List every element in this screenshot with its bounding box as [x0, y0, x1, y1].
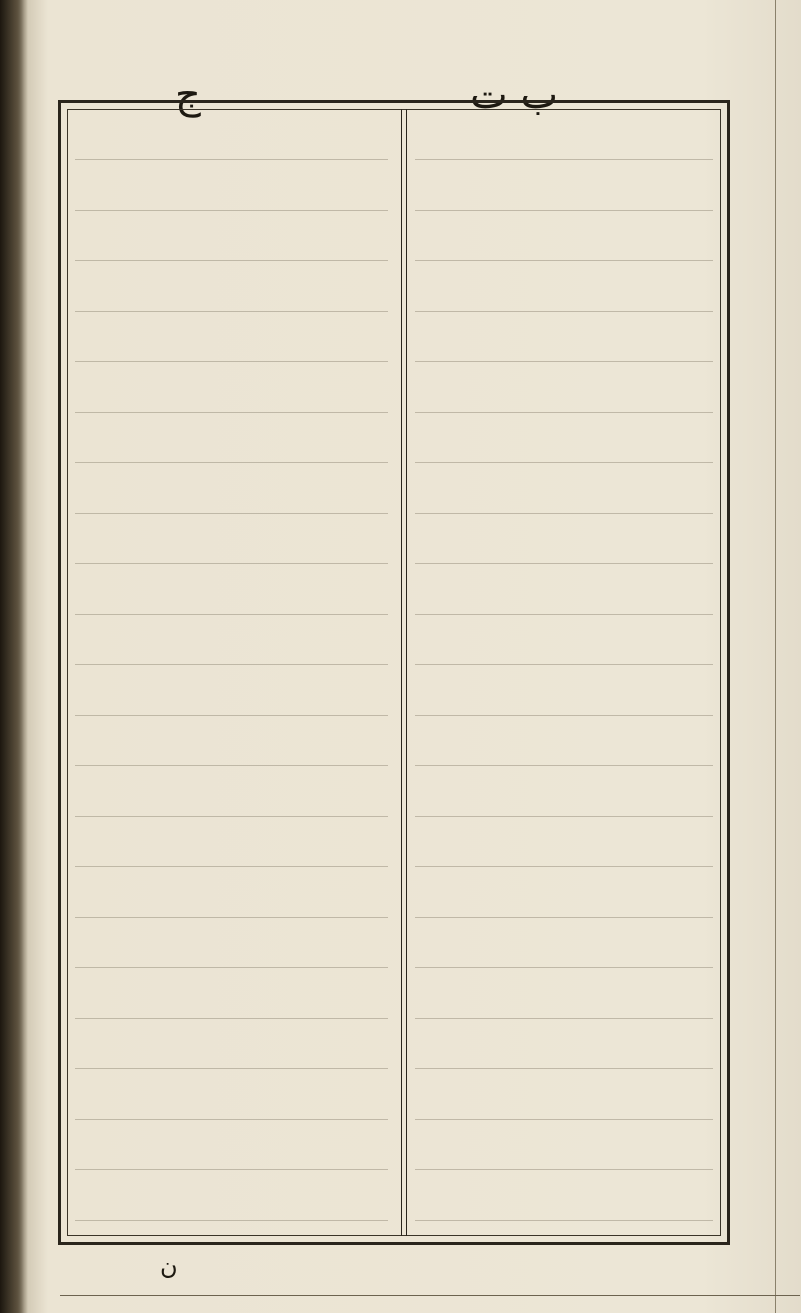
text-line — [75, 980, 388, 1019]
text-line — [415, 1030, 713, 1069]
catchword: ن — [160, 1252, 178, 1280]
text-line — [75, 273, 388, 312]
text-line — [75, 525, 388, 564]
text-line — [75, 929, 388, 968]
left-column — [69, 121, 394, 1224]
column-divider — [401, 109, 407, 1236]
text-frame — [58, 100, 730, 1245]
text-line — [415, 626, 713, 665]
text-line — [75, 475, 388, 514]
text-line — [75, 626, 388, 665]
text-line — [75, 879, 388, 918]
text-line — [415, 980, 713, 1019]
text-line — [75, 424, 388, 463]
text-line — [75, 576, 388, 615]
text-line — [415, 727, 713, 766]
text-line — [75, 323, 388, 362]
text-line — [415, 879, 713, 918]
text-line — [75, 374, 388, 413]
text-line — [75, 727, 388, 766]
right-column — [409, 121, 719, 1224]
text-line — [415, 778, 713, 817]
text-line — [415, 374, 713, 413]
text-line — [415, 172, 713, 211]
text-line — [415, 525, 713, 564]
header-right-word: ب ت — [470, 72, 559, 118]
text-line — [415, 677, 713, 716]
text-line — [415, 424, 713, 463]
text-line — [415, 475, 713, 514]
text-line — [75, 172, 388, 211]
text-line — [75, 778, 388, 817]
text-line — [75, 1131, 388, 1170]
text-line — [415, 828, 713, 867]
text-line — [415, 323, 713, 362]
text-line — [75, 1030, 388, 1069]
header-left-word: ج — [175, 72, 201, 118]
text-line — [75, 1182, 388, 1221]
text-line — [415, 1081, 713, 1120]
text-line — [75, 121, 388, 160]
text-line — [415, 121, 713, 160]
text-line — [415, 576, 713, 615]
text-line — [415, 222, 713, 261]
text-line — [75, 828, 388, 867]
bottom-rule — [60, 1295, 800, 1296]
text-line — [415, 929, 713, 968]
binding-shadow — [0, 0, 28, 1313]
text-line — [75, 1081, 388, 1120]
text-line — [415, 273, 713, 312]
text-line — [75, 222, 388, 261]
text-line — [415, 1182, 713, 1221]
edge-rule — [775, 0, 776, 1313]
text-line — [75, 677, 388, 716]
text-line — [415, 1131, 713, 1170]
